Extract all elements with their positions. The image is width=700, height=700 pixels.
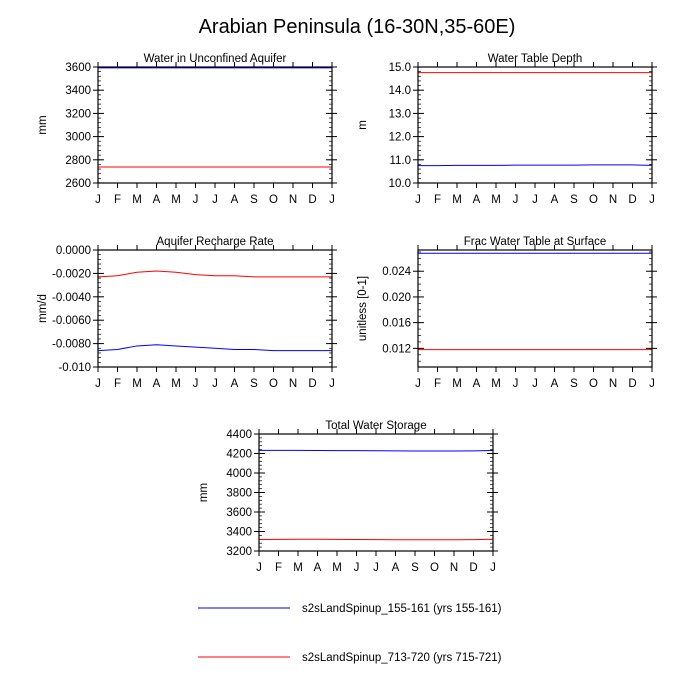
- x-tick-label: A: [550, 194, 559, 206]
- y-tick-label: 0.024: [382, 266, 411, 279]
- x-tick-label: S: [250, 194, 258, 206]
- panel-1: [37, 53, 337, 206]
- x-tick-label: F: [113, 194, 122, 206]
- x-tick-label: J: [490, 562, 496, 574]
- x-tick-label: O: [269, 194, 278, 206]
- y-tick-label: 3400: [226, 526, 252, 539]
- x-tick-label: J: [329, 194, 335, 206]
- panel-5: [198, 420, 498, 574]
- x-tick-label: N: [449, 562, 459, 574]
- y-tick-label: -0.0080: [51, 338, 91, 351]
- legend: [198, 603, 502, 664]
- x-tick-label: F: [433, 378, 442, 390]
- panel-3: [37, 236, 337, 390]
- x-tick-label: N: [288, 194, 298, 206]
- x-tick-label: M: [332, 562, 342, 574]
- x-tick-label: D: [308, 194, 317, 206]
- x-tick-label: A: [472, 194, 481, 206]
- y-tick-label: 13.0: [388, 108, 411, 121]
- x-tick-label: N: [288, 378, 298, 390]
- x-tick-label: J: [256, 562, 262, 574]
- x-tick-label: S: [570, 378, 578, 390]
- y-tick-label: 0.020: [382, 291, 411, 304]
- y-tick-label: 4400: [226, 429, 252, 441]
- x-tick-label: J: [415, 378, 421, 390]
- x-tick-label: A: [313, 562, 322, 574]
- x-tick-label: M: [171, 378, 181, 390]
- x-tick-label: O: [589, 378, 598, 390]
- x-tick-label: M: [171, 194, 181, 206]
- y-tick-label: 2800: [65, 154, 91, 167]
- series-line-1: [418, 165, 652, 166]
- y-tick-label: 3400: [65, 85, 91, 98]
- panel-title: Water Table Depth: [487, 53, 583, 65]
- x-tick-label: J: [212, 378, 218, 390]
- y-tick-label: 0.012: [382, 343, 411, 356]
- y-axis-label: m: [357, 120, 369, 130]
- y-tick-label: 3600: [65, 62, 91, 74]
- y-tick-label: 3200: [226, 546, 252, 558]
- x-tick-label: J: [192, 378, 199, 390]
- x-tick-label: D: [469, 562, 478, 574]
- y-tick-label: 4200: [226, 448, 252, 461]
- x-tick-label: D: [308, 378, 317, 390]
- x-tick-label: J: [415, 194, 421, 206]
- x-tick-label: J: [212, 194, 218, 206]
- x-tick-label: J: [353, 562, 360, 574]
- x-tick-label: A: [550, 378, 559, 390]
- y-axis-label: mm: [37, 115, 49, 135]
- y-tick-label: 10.0: [388, 178, 411, 190]
- y-tick-label: 15.0: [388, 62, 411, 74]
- x-tick-label: M: [491, 194, 501, 206]
- x-tick-label: D: [628, 194, 637, 206]
- panel-title: Water in Unconfined Aquifer: [143, 53, 287, 65]
- figure-title: Arabian Peninsula (16-30N,35-60E): [198, 16, 516, 38]
- x-tick-label: M: [132, 378, 142, 390]
- x-tick-label: M: [293, 562, 303, 574]
- y-tick-label: 14.0: [388, 85, 411, 98]
- y-axis-label: unitless [0-1]: [357, 275, 369, 342]
- panel-4: [357, 236, 657, 390]
- y-tick-label: -0.0040: [51, 291, 91, 304]
- x-tick-label: A: [152, 378, 161, 390]
- x-tick-label: O: [589, 194, 598, 206]
- x-tick-label: J: [373, 562, 379, 574]
- x-tick-label: S: [411, 562, 419, 574]
- x-tick-label: O: [269, 378, 278, 390]
- x-tick-label: F: [274, 562, 283, 574]
- y-tick-label: 4000: [226, 468, 252, 480]
- x-tick-label: D: [628, 378, 637, 390]
- y-tick-label: -0.0060: [51, 315, 91, 328]
- x-tick-label: J: [532, 194, 538, 206]
- series-line-2: [98, 271, 332, 277]
- y-tick-label: 11.0: [389, 154, 411, 167]
- x-tick-label: M: [132, 194, 142, 206]
- x-tick-label: J: [95, 378, 101, 390]
- plot-frame: [259, 434, 493, 551]
- x-tick-label: J: [649, 378, 655, 390]
- plot-frame: [98, 67, 332, 183]
- y-tick-label: 12.0: [388, 131, 411, 144]
- x-tick-label: M: [491, 378, 501, 390]
- x-tick-label: J: [512, 378, 519, 390]
- y-tick-label: -0.0020: [51, 268, 91, 281]
- x-tick-label: J: [649, 194, 655, 206]
- x-tick-label: S: [250, 378, 258, 390]
- x-tick-label: J: [329, 378, 335, 390]
- legend-label-2: s2sLandSpinup_713-720 (yrs 715-721): [302, 652, 502, 664]
- x-tick-label: M: [452, 194, 462, 206]
- legend-label-1: s2sLandSpinup_155-161 (yrs 155-161): [302, 603, 502, 615]
- x-tick-label: F: [433, 194, 442, 206]
- panel-2: [357, 53, 657, 206]
- x-tick-label: A: [391, 562, 400, 574]
- x-tick-label: S: [570, 194, 578, 206]
- series-line-1: [259, 450, 493, 451]
- series-line-1: [98, 345, 332, 351]
- x-tick-label: N: [608, 378, 618, 390]
- x-tick-label: J: [532, 378, 538, 390]
- y-tick-label: 0.0000: [55, 245, 91, 257]
- y-tick-label: 3800: [226, 487, 252, 500]
- y-tick-label: 2600: [65, 178, 91, 190]
- plot-frame: [98, 250, 332, 367]
- y-tick-label: 0.016: [382, 317, 411, 330]
- y-axis-label: mm: [198, 482, 210, 503]
- panel-title: Total Water Storage: [325, 420, 427, 432]
- x-tick-label: A: [472, 378, 481, 390]
- y-tick-label: 3600: [226, 507, 252, 519]
- x-tick-label: M: [452, 378, 462, 390]
- x-tick-label: J: [512, 194, 519, 206]
- x-tick-label: A: [152, 194, 161, 206]
- x-tick-label: J: [95, 194, 101, 206]
- y-tick-label: -0.010: [58, 362, 91, 374]
- panel-title: Frac Water Table at Surface: [463, 236, 607, 248]
- x-tick-label: A: [230, 378, 239, 390]
- x-tick-label: O: [430, 562, 439, 574]
- x-tick-label: A: [230, 194, 239, 206]
- y-tick-label: 3000: [65, 131, 91, 144]
- x-tick-label: N: [608, 194, 618, 206]
- y-tick-label: 3200: [65, 108, 91, 121]
- panel-title: Aquifer Recharge Rate: [156, 236, 274, 248]
- x-tick-label: J: [192, 194, 199, 206]
- x-tick-label: F: [113, 378, 122, 390]
- y-axis-label: mm/d: [37, 294, 49, 323]
